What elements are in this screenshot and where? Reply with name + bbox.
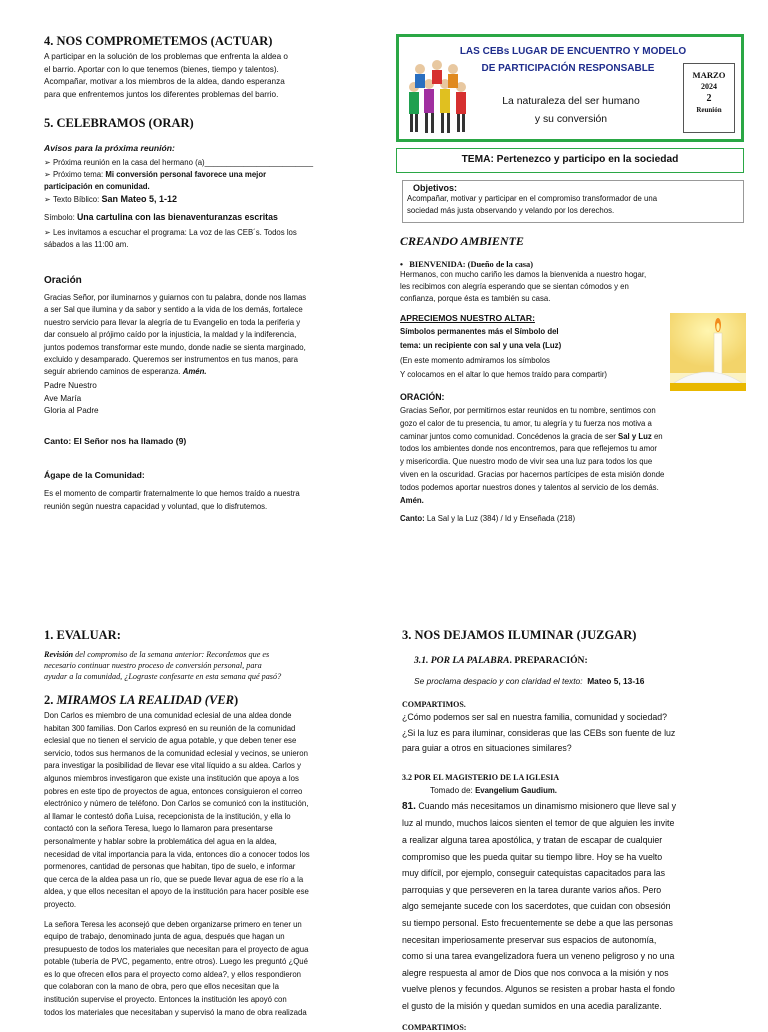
ver-line: personalmente y hablar sobre la problemática del agua en la aldea, <box>44 836 277 846</box>
ver-title-close: ) <box>233 693 239 707</box>
section-orar <box>44 116 364 251</box>
tomado-label: Tomado de: <box>430 785 476 795</box>
prayer-item: Gloria al Padre <box>44 406 99 416</box>
magisterio-title: 3.2 POR EL MAGISTERIO DE LA IGLESIA <box>402 772 560 782</box>
texto81-line: luz al mundo, muchos laicos sienten el temor de que alguien les invite <box>402 818 675 829</box>
actuar-line: el barrio. Aportar con lo que tenemos (bienes, tiempo y talentos). <box>44 64 279 74</box>
ver-line: que cerca de la aldea pasa un río, que se puede llevar agua de ese río a la <box>44 874 304 884</box>
amen: Amén. <box>400 495 424 505</box>
objetivos-text: Acompañar, motivar y participar en el compromiso transformador de una <box>407 194 658 203</box>
ver-line: al llamar le contestó doña Luisa, recepcionista de la institución, y ella lo <box>44 811 291 821</box>
aviso-text: Próxima reunión en la casa del hermano (a)_________________________ <box>52 158 314 167</box>
ver-line: proyecto. <box>44 899 77 909</box>
oracion-text: caminar juntos como comunidad. Concédenos la gracia de ser <box>400 431 618 441</box>
compartimos-title: COMPARTIMOS. <box>402 700 466 709</box>
ver-number: 2. <box>44 693 57 707</box>
date-year: 2024 <box>701 82 717 91</box>
oracion-line: dar consuelo al prójimo caído por la injusticia, la maldad y la indiferencia, <box>44 330 297 340</box>
ver-line: institución supervise el proyecto. Entonces la institución les apoyó con <box>44 995 287 1005</box>
texto81-line: como si una tarea evangelizadora fuera un veneno peligroso y no una <box>402 951 675 962</box>
date-number: 2 <box>706 93 712 104</box>
altar-title: APRECIEMOS NUESTRO ALTAR: <box>400 313 535 323</box>
paragraph-number: 81. <box>402 800 416 812</box>
texto81-line: su tiempo personal. Esto frecuentemente se debe a que las personas <box>402 917 673 928</box>
aviso-value: San Mateo 5, 1-12 <box>101 194 178 204</box>
objetivos-text-cont: sociedad más justa observando y velando por los derechos. <box>407 206 615 216</box>
ver-line: necesidad de vital importancia para la vida, entonces dio a conocer todos los <box>44 849 310 859</box>
sal-y-luz: Sal y Luz <box>618 431 652 441</box>
ver-line: habitan 300 familias. Don Carlos expresó en su reunión de la comunidad <box>44 723 296 733</box>
header-box <box>396 34 744 142</box>
texto81-line: el gusto de la misión y quedan sumidos en una acedia paralizante. <box>402 1000 662 1011</box>
date-label: Reunión <box>696 106 722 114</box>
oracion-line: excluido y desamparado. Queremos ser instrumentos en tus manos, para <box>44 355 298 365</box>
bienvenida-title: • BIENVENIDA: (Dueño de la casa) <box>400 259 534 269</box>
ver-line: presupuesto de todos los materiales que necesitan para el proyecto de agua <box>44 944 309 954</box>
actuar-title: 4. NOS COMPROMETEMOS (ACTUAR) <box>44 34 273 48</box>
header-title-cont: DE PARTICIPACIÓN RESPONSABLE <box>481 63 655 74</box>
texto81-line: alegre respuesta al amor de Dios que nos convoca a la misión y nos <box>402 967 669 978</box>
ver-paragraph-1 <box>44 710 360 912</box>
ver-line: algunos miembros investigaron que existe una institución que apoya a los <box>44 773 299 783</box>
oracion-line: nuestro servicio para llevar la alegría de tu Evangelio en toda la periferia y <box>44 317 301 327</box>
section-evaluar <box>44 628 358 682</box>
objetivos-box <box>402 180 744 223</box>
tema-text: TEMA: Pertenezco y participo en la sociedad <box>461 154 679 165</box>
ver-line: electrónico y número de teléfono. Don Carlos se comunicó con la institución, <box>44 799 309 809</box>
oracion-line: todos podemos aportar nuestros dones y talentos al servicio de los demás. <box>400 482 659 492</box>
invitacion: ➢ Les invitamos a escuchar el programa: La voz de las CEB´s. Todos los <box>44 227 364 239</box>
texto81-text: Cuando más necesitamos un dinamismo misionero que lleve sal y <box>415 800 677 811</box>
oracion-line: todos los ambientes donde nos encontremos, para que reflejemos tu amor <box>400 444 658 454</box>
tema-box <box>396 148 744 173</box>
invitacion-cont: sábados a las 11:00 am. <box>44 240 129 249</box>
oracion-line: Gracias Señor, por permitirnos estar reunidos en tu nombre, sentimos con <box>400 406 656 415</box>
juzgar-title: 3. NOS DEJAMOS ILUMINAR (JUZGAR) <box>402 628 637 642</box>
texto-81 <box>402 798 746 1015</box>
altar-line: Símbolos permanentes más el Símbolo del <box>400 327 559 336</box>
ver-line: servicio, todos sus hermanos de la comunidad eclesial y vecinos, se unieron <box>44 748 308 758</box>
oracion-line: viven en la oscuridad. Gracias por hacernos partícipes de esta misión donde <box>400 469 665 479</box>
aviso-proximo-tema <box>44 169 364 181</box>
tomado-value: Evangelium Gaudium. <box>475 785 557 795</box>
aviso-proxima-reunion <box>44 157 364 169</box>
creando-title: CREANDO AMBIENTE <box>400 234 524 248</box>
date-box <box>683 63 735 133</box>
oracion-line-sal-luz <box>400 431 746 444</box>
oracion-line: gozo el calor de tu presencia, tu amor, tu alegría y tu fuerza nos motiva a <box>400 418 652 428</box>
section-oracion-q2 <box>400 392 746 526</box>
ver-line: que colaboran con la mano de obra, pero que ellos necesitan que la <box>44 982 279 992</box>
evaluar-title: 1. EVALUAR: <box>44 628 121 642</box>
section-altar <box>400 313 670 383</box>
texto81-line: muy difícil, por ejemplo, conseguir catequistas capacitados para las <box>402 868 666 879</box>
bienvenida-title-text: BIENVENIDA: (Dueño de la casa) <box>409 260 534 269</box>
palabra-title: 3.1. POR LA PALABRA <box>414 655 510 666</box>
ver-line: Don Carlos es miembro de una comunidad eclesial de una aldea donde <box>44 711 292 720</box>
orar-title: 5. CELEBRAMOS (ORAR) <box>44 116 194 130</box>
texto81-line: necesitan imperiosamente preservar sus espacios de autonomía, <box>402 934 657 945</box>
header-subtitle-cont: y su conversión <box>534 114 608 125</box>
section-juzgar <box>402 628 746 1032</box>
ver-paragraph-2 <box>44 919 360 1020</box>
pregunta: ¿Si la luz es para iluminar, consideras que las CEBs son fuente de luz <box>402 727 676 738</box>
ver-title <box>44 693 360 708</box>
texto81-line: algo semejante sucede con los sacerdotes, que cuidan con obsesión <box>402 901 671 912</box>
section-actuar <box>44 34 364 101</box>
aviso-texto-biblico <box>44 193 364 206</box>
pregunta: para guiar a otros en situaciones similares? <box>402 743 572 754</box>
canto: Canto: El Señor nos ha llamado (9) <box>44 436 187 447</box>
aviso-label: Próximo tema: <box>52 170 106 179</box>
ver-line: potable (tubería de PVC, pegamento, entre otros). Luego les preguntó ¿Qué <box>44 957 308 967</box>
aviso-label: Texto Bíblico: <box>52 195 102 204</box>
texto81-line <box>402 798 746 816</box>
section-oracion-q1 <box>44 275 366 513</box>
simbolo <box>44 211 364 225</box>
oracion-line: a ser Sal que ilumina y da sabor y sentido a la vida de los demás, fortalece <box>44 305 303 315</box>
texto81-line: compromiso que les pueda quitar su tiempo libre. Hoy se ha vuelto <box>402 851 663 862</box>
section-creando-ambiente <box>400 234 746 304</box>
prayer-item: Padre Nuestro <box>44 380 97 390</box>
ver-line: pobres en este tipo de proyectos de agua, entonces consiguieron el correo <box>44 786 303 796</box>
ver-line: equipo de trabajo, denominado junta de agua, después que hagan un <box>44 932 285 942</box>
actuar-line: Acompañar, motivar a los miembros de la aldea, dando esperanza <box>44 77 285 87</box>
palabra-heading <box>414 655 746 666</box>
ver-line: pormenores, cantidad de personas que habitan, tipo de suelo, e informar <box>44 862 296 872</box>
simbolo-label: Símbolo: <box>44 213 77 222</box>
oracion-line: y misericordia. Que nuestro modo de vivir sea una luz para todos los que <box>400 457 653 467</box>
actuar-line: A participar en la solución de los problemas que enfrenta la aldea o <box>44 52 288 61</box>
revision-line: necesario continuar nuestro proceso de conversión personal, para <box>44 661 262 670</box>
amen: Amén. <box>182 367 207 377</box>
revision-line: ayudar a la comunidad, ¿Lograste confesarte en esta semana qué pasó? <box>44 672 282 681</box>
aviso-value: Mi conversión personal favorece una mejor <box>105 170 267 179</box>
ver-line: eclesial que no tienen el servicio de agua potable, y que deben tener ese <box>44 736 297 746</box>
simbolo-value: Una cartulina con las bienaventuranzas escritas <box>76 212 278 222</box>
ver-line: aldea, y que ellos necesitan el apoyo de la institución para hacer posible ese <box>44 887 309 897</box>
oracion-text: seguir abriendo caminos de esperanza. <box>44 367 183 377</box>
oracion-line: Gracias Señor, por iluminarnos y guiarnos con tu palabra, donde nos llamas <box>44 293 307 302</box>
ver-line: para investigar la posibilidad de llevar ese vital líquido a su aldea. Carlos y <box>44 761 302 771</box>
texto81-line: a realizar alguna tarea apostólica, y tratan de escapar de cualquier <box>402 834 663 845</box>
section-ver <box>44 693 360 1019</box>
altar-line: Y colocamos en el altar lo que hemos traído para compartir) <box>400 370 608 380</box>
avisos-title: Avisos para la próxima reunión: <box>44 143 175 153</box>
texto81-line: vuelve plenos y fecundos. Algunos se resisten a probar hasta el fondo <box>402 984 675 995</box>
agape-line: Es el momento de compartir fraternalmente lo que hemos traído a nuestra <box>44 489 300 499</box>
agape-line: reunión según nuestra capacidad y voluntad, que lo disfrutemos. <box>44 501 268 511</box>
bienvenida-line: confianza, porque ésta es también su casa. <box>400 293 551 303</box>
date-month: MARZO <box>692 70 726 80</box>
proclama <box>414 676 746 686</box>
candle-salt-image <box>670 313 746 391</box>
header-subtitle: La naturaleza del ser humano <box>502 96 640 107</box>
oracion-text: en <box>651 431 663 441</box>
altar-line: tema: un recipiente con sal y una vela (Luz) <box>400 341 562 351</box>
tomado-de <box>430 786 746 795</box>
ver-line: contactó con la señora Teresa, luego lo llamaron para presentarse <box>44 824 273 834</box>
revision-text: del compromiso de la semana anterior: Recordemos que es <box>73 650 270 659</box>
agape-title: Ágape de la Comunidad: <box>44 470 145 481</box>
oracion-line-last <box>44 366 366 378</box>
pregunta: ¿Cómo podemos ser sal en nuestra familia, comunidad y sociedad? <box>402 712 668 722</box>
canto-label: Canto: <box>400 514 427 524</box>
canto <box>400 513 746 526</box>
ver-line: La señora Teresa les aconsejó que deben organizarse primero en tener un <box>44 919 302 929</box>
altar-line: (En este momento admiramos los símbolos <box>400 355 550 365</box>
objetivos-title: Objetivos: <box>413 183 458 193</box>
oracion-title: ORACIÓN: <box>400 392 445 402</box>
oracion-line: juntos podemos transformar este mundo, donde nadie se sienta marginado, <box>44 342 306 352</box>
palabra-prep: . PREPARACIÓN: <box>509 655 588 666</box>
ver-line: todos los materiales que necesitaban y supervisó la mano de obra realizada <box>44 1007 307 1017</box>
compartimos-title: COMPARTIMOS: <box>402 1022 467 1032</box>
header-title: LAS CEBs LUGAR DE ENCUENTRO Y MODELO <box>459 46 687 57</box>
ver-line: es lo que ofrecen ellos para el proyecto como aldea?, y ellos respondieron <box>44 969 302 979</box>
prayer-item: Ave María <box>44 393 82 403</box>
mateo-ref: Mateo 5, 13-16 <box>587 676 645 686</box>
canto-value: La Sal y la Luz (384) / Id y Enseñada (218) <box>426 514 576 524</box>
actuar-line: para que enfrentemos juntos los diferentes problemas del barrio. <box>44 89 279 99</box>
texto81-line: parroquias y que perseveren en la tarea durante varios años. Pero <box>402 884 662 895</box>
aviso-value-cont: participación en comunidad. <box>44 182 150 191</box>
ver-title-text: MIRAMOS LA REALIDAD (VER <box>56 693 234 707</box>
revision-line <box>44 649 358 660</box>
bienvenida-line: Hermanos, con mucho cariño les damos la bienvenida a nuestro hogar, <box>400 270 647 279</box>
proclama-text: Se proclama despacio y con claridad el texto: <box>414 676 583 686</box>
revision-label: Revisión <box>44 650 74 659</box>
oracion-title: Oración <box>44 275 82 286</box>
bienvenida-line: les recibimos con alegría esperando que se sientan cómodos y en <box>400 281 629 291</box>
